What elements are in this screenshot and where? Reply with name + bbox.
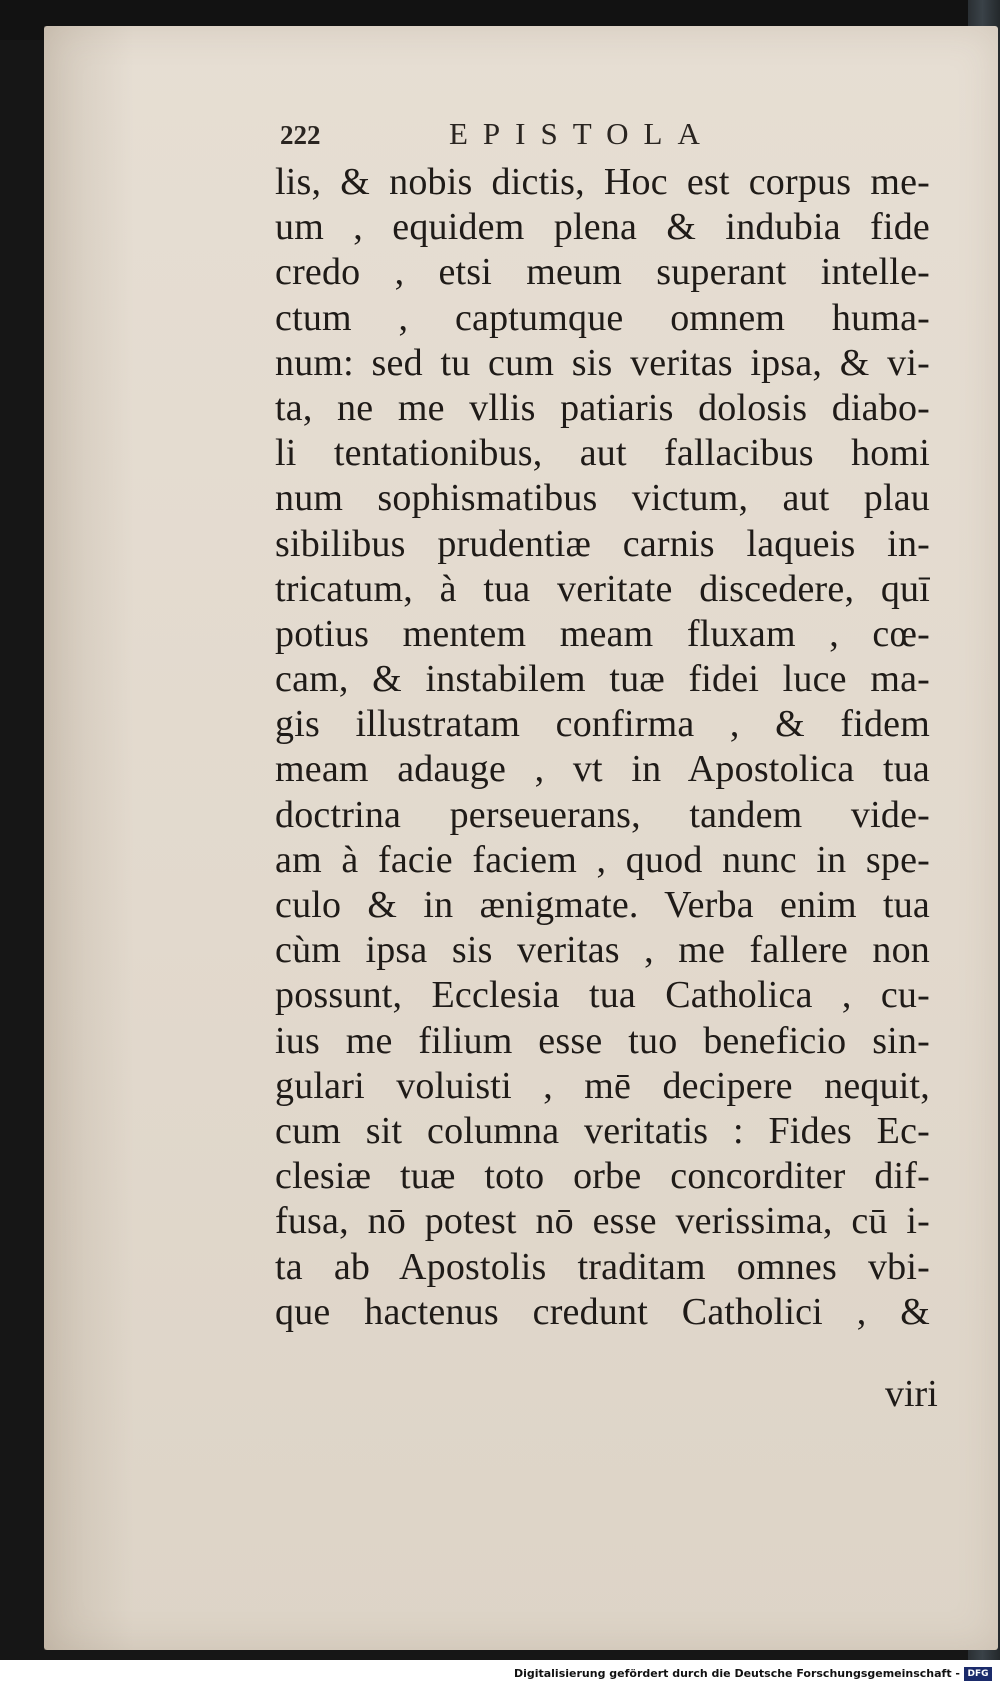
text-line: potius mentem meam fluxam , cœ- <box>275 612 930 655</box>
catchword: viri <box>885 1373 938 1415</box>
footer-bar <box>0 1660 1000 1689</box>
text-line: clesiæ tuæ toto orbe concorditer dif- <box>275 1155 930 1198</box>
text-line: cam, & instabilem tuæ fidei luce ma- <box>275 658 930 701</box>
text-line: doctrina perseuerans, tandem vide- <box>275 793 930 836</box>
text-line: tricatum, à tua veritate discedere, quī <box>275 567 930 610</box>
text-line: possunt, Ecclesia tua Catholica , cu- <box>275 974 930 1017</box>
text-line: culo & in ænigmate. Verba enim tua <box>275 884 930 926</box>
text-line: ta ab Apostolis traditam omnes vbi- <box>275 1245 930 1288</box>
funding-credit: Digitalisierung gefördert durch die Deutsche Forschungsgemeinschaft - <box>513 1667 960 1680</box>
text-line: ta, ne me vllis patiaris dolosis diabo- <box>275 386 930 429</box>
text-line: ctum , captumque omnem huma- <box>275 296 930 339</box>
text-line: credo , etsi meum superant intelle- <box>275 251 930 294</box>
text-line: sibilibus prudentiæ carnis laqueis in- <box>275 522 930 565</box>
text-line: num: sed tu cum sis veritas ipsa, & vi- <box>275 341 930 384</box>
text-line: lis, & nobis dictis, Hoc est corpus me- <box>275 161 930 203</box>
text-line: que hactenus credunt Catholici , & <box>275 1290 930 1333</box>
text-line: fusa, nō potest nō esse verissima, cū i- <box>275 1200 930 1243</box>
running-head <box>280 116 780 156</box>
running-title: EPISTOLA <box>449 116 715 151</box>
text-line: gis illustratam confirma , & fidem <box>275 703 930 746</box>
text-line: li tentationibus, aut fallacibus homi <box>275 432 930 475</box>
text-block <box>275 160 930 1335</box>
text-line: cum sit columna veritatis : Fides Ec- <box>275 1109 930 1152</box>
text-line: num sophismatibus victum, aut plau <box>275 477 930 520</box>
text-line: um , equidem plena & indubia fide <box>275 206 930 249</box>
page-number: 222 <box>280 120 321 150</box>
text-line: meam adauge , vt in Apostolica tua <box>275 748 930 791</box>
dfg-logo-icon: DFG <box>964 1667 992 1681</box>
text-line: cùm ipsa sis veritas , me fallere non <box>275 929 930 972</box>
text-line: gulari voluisti , mē decipere nequit, <box>275 1064 930 1107</box>
text-line: am à facie faciem , quod nunc in spe- <box>275 838 930 881</box>
text-line: ius me filium esse tuo beneficio sin- <box>275 1019 930 1062</box>
